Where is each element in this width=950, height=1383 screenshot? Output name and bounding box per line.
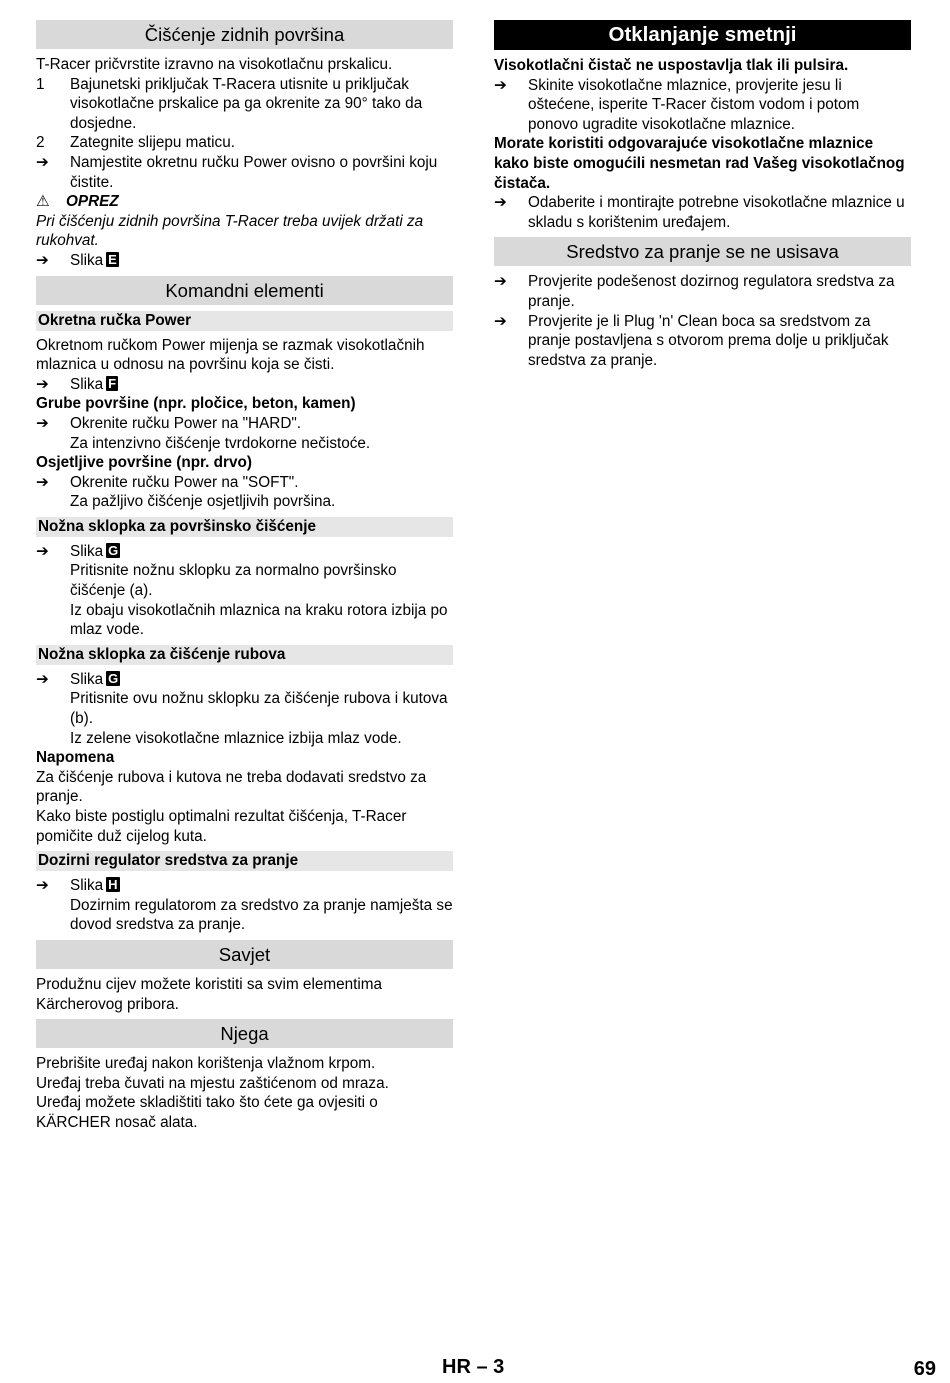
step-number: 1 [36, 75, 45, 93]
arrow-step [36, 414, 453, 434]
step-note: Pritisnite ovu nožnu sklopku za čišćenje rubova i kutova (b). [70, 690, 448, 728]
arrow-icon: ➔ [36, 473, 49, 491]
subsection-title-dosing-regulator: Dozirni regulator sredstva za pranje [36, 851, 453, 871]
figure-reference [36, 251, 453, 271]
step-text: Bajunetski priključak T-Racera utisnite u priključak visokotlačne prskalice pa ga okrenite za 90° tako da dosjedne. [70, 75, 423, 132]
arrow-icon: ➔ [36, 375, 49, 393]
arrow-icon: ➔ [36, 877, 49, 895]
arrow-step [494, 193, 911, 232]
figure-reference [36, 876, 453, 896]
figure-label: Slika [70, 670, 104, 688]
step-text: Okrenite ručku Power na "SOFT". [70, 473, 299, 491]
section-title-controls: Komandni elementi [36, 276, 453, 305]
section-title-detergent: Sredstvo za pranje se ne usisava [494, 237, 911, 266]
figure-badge: G [108, 670, 119, 686]
arrow-icon: ➔ [36, 153, 49, 171]
section-title-troubleshooting: Otklanjanje smetnji [494, 20, 911, 50]
warning-icon: ⚠ [36, 193, 50, 211]
paragraph: Kako biste postiglu optimalni rezultat čišćenja, T-Racer pomičite duž cijelog kuta. [36, 808, 407, 845]
step-text: Zategnite slijepu maticu. [70, 134, 235, 152]
step-number: 2 [36, 134, 45, 152]
step-note: Za intenzivno čišćenje tvrdokorne nečistoće. [70, 434, 371, 452]
figure-badge: G [108, 542, 119, 558]
figure-label: Slika [70, 877, 104, 895]
step-note: Iz zelene visokotlačne mlaznice izbija mlaz vode. [70, 729, 402, 747]
bold-paragraph: Morate koristiti odgovarajuće visokotlačne mlaznice kako biste omogućili nesmetan rad Vašeg visokotlačnog čistača. [494, 135, 905, 192]
warning-text: Pri čišćenju zidnih površina T-Racer treba uvijek držati za rukohvat. [36, 212, 424, 250]
arrow-step [494, 312, 911, 371]
footer-language-code: HR – 3 [442, 1356, 505, 1378]
figure-badge: F [108, 375, 117, 391]
step-text: Provjerite je li Plug 'n' Clean boca sa sredstvom za pranje postavljena s otvorom prema dolje u priključak sredstva za pranje. [528, 312, 889, 369]
step-text: Skinite visokotlačne mlaznice, provjerite jesu li oštećene, isperite T-Racer čistom vodom i potom ponovo ugradite visokotlačne mlaznice. [528, 76, 860, 133]
arrow-step [494, 76, 911, 135]
paragraph: T-Racer pričvrstite izravno na visokotlačnu prskalicu. [36, 56, 393, 73]
arrow-icon: ➔ [36, 251, 49, 269]
paragraph: Za čišćenje rubova i kutova ne treba dodavati sredstvo za pranje. [36, 768, 427, 806]
section-title-care: Njega [36, 1019, 453, 1048]
section-title-tip: Savjet [36, 940, 453, 969]
bold-heading: Grube površine (npr. pločice, beton, kamen) [36, 395, 356, 413]
left-column [36, 20, 453, 1133]
warning-heading [36, 192, 453, 212]
step-note: Iz obaju visokotlačnih mlaznica na kraku rotora izbija po mlaz vode. [70, 601, 448, 639]
bold-heading: Osjetljive površine (npr. drvo) [36, 454, 252, 472]
figure-reference [36, 542, 453, 562]
figure-reference [36, 670, 453, 690]
figure-label: Slika [70, 542, 104, 560]
paragraph: Produžnu cijev možete koristiti sa svim elementima Kärcherovog pribora. [36, 975, 383, 1013]
step-note: Pritisnite nožnu sklopku za normalno površinsko čišćenje (a). [70, 562, 397, 600]
arrow-icon: ➔ [36, 414, 49, 432]
warning-title: OPREZ [66, 193, 119, 211]
arrow-step [36, 153, 453, 192]
figure-badge: H [108, 877, 118, 893]
paragraph: Prebrišite uređaj nakon korištenja vlažnom krpom. [36, 1055, 376, 1073]
numbered-step [36, 133, 453, 153]
note-heading: Napomena [36, 749, 115, 767]
arrow-step [36, 473, 453, 493]
figure-label: Slika [70, 375, 104, 393]
paragraph: Uređaj možete skladištiti tako što ćete ga ovjesiti o KÄRCHER nosač alata. [36, 1094, 378, 1131]
figure-reference [36, 375, 453, 395]
arrow-icon: ➔ [494, 194, 507, 212]
step-text: Namjestite okretnu ručku Power ovisno o površini koju čistite. [70, 153, 438, 191]
step-text: Provjerite podešenost dozirnog regulatora sredstva za pranje. [528, 273, 895, 310]
step-text: Odaberite i montirajte potrebne visokotlačne mlaznice u skladu s korištenim uređajem. [528, 194, 905, 231]
step-text: Okrenite ručku Power na "HARD". [70, 414, 302, 432]
subsection-title-surface-switch: Nožna sklopka za površinsko čišćenje [36, 517, 453, 537]
arrow-icon: ➔ [494, 76, 507, 94]
right-column [494, 20, 911, 370]
figure-badge: E [108, 251, 117, 267]
step-note: Dozirnim regulatorom za sredstvo za pranje namješta se dovod sredstva za pranje. [70, 896, 453, 934]
arrow-icon: ➔ [494, 273, 507, 291]
numbered-step [36, 75, 453, 134]
section-title-wall-cleaning: Čišćenje zidnih površina [36, 20, 453, 49]
arrow-icon: ➔ [36, 670, 49, 688]
subsection-title-edge-switch: Nožna sklopka za čišćenje rubova [36, 645, 453, 665]
arrow-icon: ➔ [36, 542, 49, 560]
bold-heading: Visokotlačni čistač ne uspostavlja tlak ili pulsira. [494, 57, 849, 74]
figure-label: Slika [70, 251, 104, 269]
arrow-icon: ➔ [494, 312, 507, 330]
paragraph: Okretnom ručkom Power mijenja se razmak visokotlačnih mlaznica u odnosu na površinu koja se čisti. [36, 336, 425, 374]
subsection-title-power-knob: Okretna ručka Power [36, 311, 453, 331]
arrow-step [494, 272, 911, 311]
step-note: Za pažljivo čišćenje osjetljivih površina. [70, 493, 336, 511]
paragraph: Uređaj treba čuvati na mjestu zaštićenom od mraza. [36, 1074, 389, 1092]
footer-page-number: 69 [913, 1358, 936, 1380]
